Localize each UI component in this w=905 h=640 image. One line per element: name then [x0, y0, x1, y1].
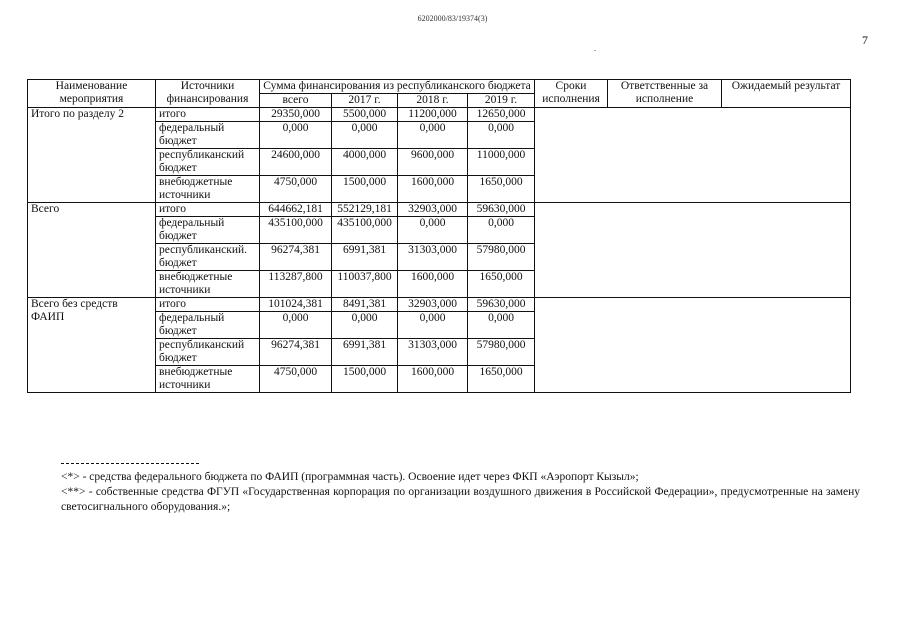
header-2019: 2019 г.: [468, 94, 535, 108]
total-cell: 96274,381: [260, 244, 332, 271]
year-2018-cell: 11200,000: [398, 108, 468, 122]
header-row-1: [28, 80, 851, 94]
header-responsible: Ответственные за исполнение: [608, 80, 722, 108]
source-cell: итого: [156, 298, 260, 312]
source-cell: республиканский. бюджет: [156, 244, 260, 271]
year-2017-cell: 6991,381: [332, 244, 398, 271]
year-2019-cell: 0,000: [468, 217, 535, 244]
source-cell: внебюджетные источники: [156, 271, 260, 298]
header-result: Ожидаемый результат: [722, 80, 851, 108]
year-2019-cell: 12650,000: [468, 108, 535, 122]
year-2019-cell: 1650,000: [468, 271, 535, 298]
financing-table: [27, 79, 851, 393]
year-2019-cell: 1650,000: [468, 176, 535, 203]
year-2018-cell: 1600,000: [398, 271, 468, 298]
year-2017-cell: 8491,381: [332, 298, 398, 312]
total-cell: 29350,000: [260, 108, 332, 122]
empty-cell: [535, 203, 851, 298]
footnote-rule: [61, 463, 199, 464]
page-number: 7: [862, 33, 868, 47]
header-name: Наименование мероприятия: [28, 80, 156, 108]
empty-cell: [535, 108, 851, 203]
year-2017-cell: 0,000: [332, 312, 398, 339]
total-cell: 435100,000: [260, 217, 332, 244]
year-2017-cell: 5500,000: [332, 108, 398, 122]
header-terms: Сроки исполнения: [535, 80, 608, 108]
year-2018-cell: 1600,000: [398, 176, 468, 203]
measure-name: Итого по разделу 2: [28, 108, 156, 203]
measure-name: Всего: [28, 203, 156, 298]
year-2017-cell: 4000,000: [332, 149, 398, 176]
year-2017-cell: 1500,000: [332, 176, 398, 203]
year-2019-cell: 59630,000: [468, 203, 535, 217]
total-cell: 644662,181: [260, 203, 332, 217]
year-2018-cell: 0,000: [398, 122, 468, 149]
total-cell: 0,000: [260, 122, 332, 149]
footnotes: [27, 455, 860, 515]
header-source: Источники финансирования: [156, 80, 260, 108]
total-cell: 96274,381: [260, 339, 332, 366]
year-2019-cell: 59630,000: [468, 298, 535, 312]
header-2017: 2017 г.: [332, 94, 398, 108]
footnote-2: <**> - собственные средства ФГУП «Государственная корпорация по организации воздушного движения в Российской Федерации», предусмотренные на замену светосигнального оборудования.»;: [61, 486, 860, 513]
table-row: [28, 203, 851, 217]
year-2019-cell: 57980,000: [468, 339, 535, 366]
header-sum: Сумма финансирования из республиканского бюджета: [260, 80, 535, 94]
total-cell: 4750,000: [260, 366, 332, 393]
year-2018-cell: 31303,000: [398, 244, 468, 271]
source-cell: федеральный бюджет: [156, 217, 260, 244]
year-2018-cell: 1600,000: [398, 366, 468, 393]
year-2018-cell: 32903,000: [398, 298, 468, 312]
year-2018-cell: 31303,000: [398, 339, 468, 366]
year-2018-cell: 32903,000: [398, 203, 468, 217]
year-2017-cell: 110037,800: [332, 271, 398, 298]
year-2017-cell: 435100,000: [332, 217, 398, 244]
source-cell: федеральный бюджет: [156, 122, 260, 149]
measure-name: Всего без средств ФАИП: [28, 298, 156, 393]
source-cell: республиканский бюджет: [156, 339, 260, 366]
year-2019-cell: 57980,000: [468, 244, 535, 271]
year-2018-cell: 0,000: [398, 217, 468, 244]
year-2019-cell: 0,000: [468, 312, 535, 339]
year-2018-cell: 9600,000: [398, 149, 468, 176]
year-2017-cell: 552129,181: [332, 203, 398, 217]
year-2019-cell: 1650,000: [468, 366, 535, 393]
header-total: всего: [260, 94, 332, 108]
year-2017-cell: 0,000: [332, 122, 398, 149]
header-2018: 2018 г.: [398, 94, 468, 108]
table-row: [28, 108, 851, 122]
source-cell: внебюджетные источники: [156, 366, 260, 393]
total-cell: 24600,000: [260, 149, 332, 176]
total-cell: 4750,000: [260, 176, 332, 203]
source-cell: итого: [156, 108, 260, 122]
total-cell: 0,000: [260, 312, 332, 339]
total-cell: 113287,800: [260, 271, 332, 298]
year-2017-cell: 1500,000: [332, 366, 398, 393]
source-cell: внебюджетные источники: [156, 176, 260, 203]
document-id: 6202000/83/19374(3): [417, 14, 488, 23]
year-2017-cell: 6991,381: [332, 339, 398, 366]
year-2019-cell: 0,000: [468, 122, 535, 149]
source-cell: республиканский бюджет: [156, 149, 260, 176]
source-cell: итого: [156, 203, 260, 217]
total-cell: 101024,381: [260, 298, 332, 312]
empty-cell: [535, 298, 851, 393]
year-2018-cell: 0,000: [398, 312, 468, 339]
year-2019-cell: 11000,000: [468, 149, 535, 176]
table-row: [28, 298, 851, 312]
source-cell: федеральный бюджет: [156, 312, 260, 339]
scan-speck: .: [594, 44, 596, 53]
footnote-1: <*> - средства федерального бюджета по ФАИП (программная часть). Освоение идет через ФКП «Аэропорт Кызыл»;: [61, 471, 639, 483]
